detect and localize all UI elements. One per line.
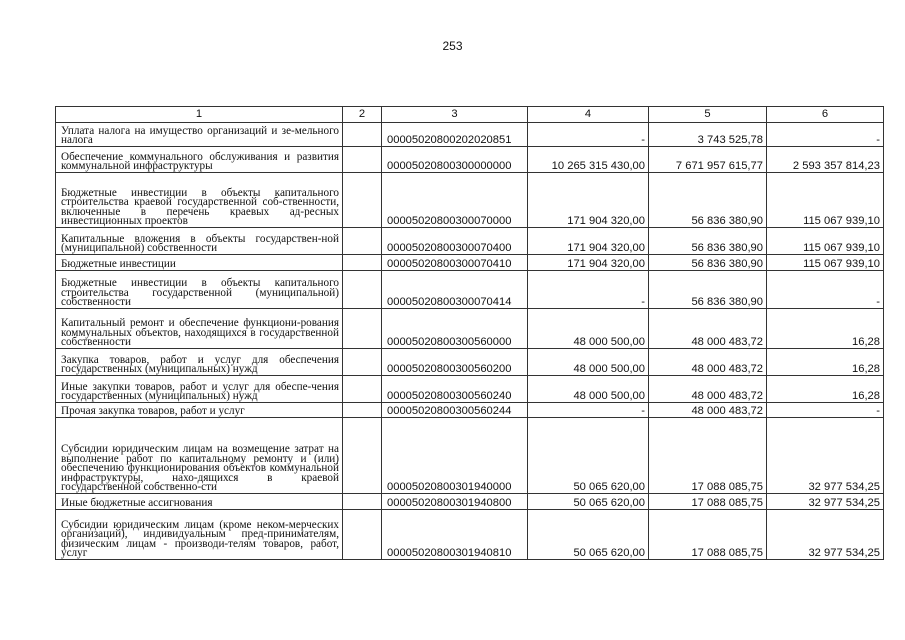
row-value-5-cell: 48 000 483,72 bbox=[649, 376, 767, 403]
row-value-4-cell: - bbox=[528, 271, 649, 309]
table-row bbox=[56, 376, 884, 403]
row-value-4-cell: 171 904 320,00 bbox=[528, 173, 649, 228]
table-row bbox=[56, 147, 884, 173]
row-value-5-cell: 56 836 380,90 bbox=[649, 228, 767, 255]
row-code-cell: 00005020800300070414 bbox=[382, 271, 528, 309]
row-col2-cell bbox=[343, 376, 382, 403]
row-value-5-cell: 48 000 483,72 bbox=[649, 349, 767, 376]
row-code-cell: 00005020800301940000 bbox=[382, 418, 528, 494]
table-row bbox=[56, 309, 884, 349]
row-name-cell: Иные закупки товаров, работ и услуг для обеспе-чения государственных (муниципальных) нужд bbox=[56, 376, 343, 403]
row-name-cell: Капитальные вложения в объекты государствен-ной (муниципальной) собственности bbox=[56, 228, 343, 255]
row-code-cell: 00005020800300000000 bbox=[382, 147, 528, 173]
row-name-cell: Прочая закупка товаров, работ и услуг bbox=[56, 403, 343, 418]
row-value-6-cell: 16,28 bbox=[767, 309, 884, 349]
column-header: 6 bbox=[767, 107, 884, 123]
row-value-4-cell: - bbox=[528, 403, 649, 418]
table-row bbox=[56, 173, 884, 228]
row-name-cell: Обеспечение коммунального обслуживания и развития коммунальной инфраструктуры bbox=[56, 147, 343, 173]
row-value-6-cell: 115 067 939,10 bbox=[767, 173, 884, 228]
table-row bbox=[56, 271, 884, 309]
row-value-5-cell: 3 743 525,78 bbox=[649, 123, 767, 147]
row-value-4-cell: 48 000 500,00 bbox=[528, 309, 649, 349]
row-value-6-cell: - bbox=[767, 403, 884, 418]
table-row bbox=[56, 349, 884, 376]
row-col2-cell bbox=[343, 349, 382, 376]
row-col2-cell bbox=[343, 271, 382, 309]
row-value-4-cell: 50 065 620,00 bbox=[528, 418, 649, 494]
row-value-4-cell: 171 904 320,00 bbox=[528, 255, 649, 271]
row-col2-cell bbox=[343, 418, 382, 494]
table-body bbox=[56, 123, 884, 560]
row-value-5-cell: 48 000 483,72 bbox=[649, 403, 767, 418]
row-value-5-cell: 17 088 085,75 bbox=[649, 494, 767, 510]
row-value-6-cell: 32 977 534,25 bbox=[767, 494, 884, 510]
row-col2-cell bbox=[343, 173, 382, 228]
table-row bbox=[56, 418, 884, 494]
row-value-6-cell: - bbox=[767, 271, 884, 309]
row-col2-cell bbox=[343, 255, 382, 271]
table-row bbox=[56, 255, 884, 271]
row-value-6-cell: 115 067 939,10 bbox=[767, 255, 884, 271]
row-value-6-cell: - bbox=[767, 123, 884, 147]
row-value-4-cell: - bbox=[528, 123, 649, 147]
page-number: 253 bbox=[442, 39, 463, 53]
row-name-cell: Субсидии юридическим лицам на возмещение затрат на выполнение работ по капитальному ремонту и (или) обеспечению функционирования объектов коммунальной инфраструктуры, нахо-дящихся в краевой государственной собственно-сти bbox=[56, 418, 343, 494]
row-name-cell: Бюджетные инвестиции в объекты капитального строительства государственной (муниципальной) собственности bbox=[56, 271, 343, 309]
row-code-cell: 00005020800300070410 bbox=[382, 255, 528, 271]
table-header-row bbox=[56, 107, 884, 123]
row-value-5-cell: 17 088 085,75 bbox=[649, 510, 767, 560]
column-header: 4 bbox=[528, 107, 649, 123]
row-value-6-cell: 32 977 534,25 bbox=[767, 418, 884, 494]
row-value-5-cell: 17 088 085,75 bbox=[649, 418, 767, 494]
row-value-4-cell: 50 065 620,00 bbox=[528, 510, 649, 560]
row-col2-cell bbox=[343, 147, 382, 173]
row-value-5-cell: 56 836 380,90 bbox=[649, 271, 767, 309]
table-row bbox=[56, 123, 884, 147]
row-value-5-cell: 56 836 380,90 bbox=[649, 255, 767, 271]
row-code-cell: 00005020800300070000 bbox=[382, 173, 528, 228]
table-row bbox=[56, 510, 884, 560]
row-value-6-cell: 2 593 357 814,23 bbox=[767, 147, 884, 173]
row-value-4-cell: 48 000 500,00 bbox=[528, 349, 649, 376]
column-header: 5 bbox=[649, 107, 767, 123]
row-code-cell: 00005020800301940810 bbox=[382, 510, 528, 560]
row-col2-cell bbox=[343, 309, 382, 349]
row-code-cell: 00005020800300070400 bbox=[382, 228, 528, 255]
row-value-6-cell: 32 977 534,25 bbox=[767, 510, 884, 560]
row-code-cell: 00005020800300560244 bbox=[382, 403, 528, 418]
row-value-5-cell: 7 671 957 615,77 bbox=[649, 147, 767, 173]
column-header: 1 bbox=[56, 107, 343, 123]
row-col2-cell bbox=[343, 403, 382, 418]
table-row bbox=[56, 403, 884, 418]
table-row bbox=[56, 228, 884, 255]
column-header: 3 bbox=[382, 107, 528, 123]
row-name-cell: Уплата налога на имущество организаций и зе-мельного налога bbox=[56, 123, 343, 147]
row-col2-cell bbox=[343, 494, 382, 510]
row-value-4-cell: 171 904 320,00 bbox=[528, 228, 649, 255]
row-code-cell: 00005020800300560240 bbox=[382, 376, 528, 403]
row-name-cell: Иные бюджетные ассигнования bbox=[56, 494, 343, 510]
row-value-4-cell: 48 000 500,00 bbox=[528, 376, 649, 403]
row-name-cell: Субсидии юридическим лицам (кроме неком-мерческих организаций), индивидуальным пред-принимателям, физическим лицам - производи-телям товаров, работ, услуг bbox=[56, 510, 343, 560]
row-col2-cell bbox=[343, 510, 382, 560]
budget-table bbox=[55, 106, 884, 560]
row-value-5-cell: 48 000 483,72 bbox=[649, 309, 767, 349]
row-name-cell: Капитальный ремонт и обеспечение функциони-рования коммунальных объектов, находящихся в государственной собственности bbox=[56, 309, 343, 349]
row-name-cell: Бюджетные инвестиции bbox=[56, 255, 343, 271]
row-code-cell: 00005020800202020851 bbox=[382, 123, 528, 147]
row-value-4-cell: 10 265 315 430,00 bbox=[528, 147, 649, 173]
column-header: 2 bbox=[343, 107, 382, 123]
table-row bbox=[56, 494, 884, 510]
row-name-cell: Бюджетные инвестиции в объекты капитального строительства краевой государственной соб-ственности, включенные в перечень краевых ад-ресных инвестиционных проектов bbox=[56, 173, 343, 228]
row-value-6-cell: 115 067 939,10 bbox=[767, 228, 884, 255]
row-name-cell: Закупка товаров, работ и услуг для обеспечения государственных (муниципальных) нужд bbox=[56, 349, 343, 376]
row-value-6-cell: 16,28 bbox=[767, 349, 884, 376]
row-col2-cell bbox=[343, 228, 382, 255]
row-value-4-cell: 50 065 620,00 bbox=[528, 494, 649, 510]
row-code-cell: 00005020800301940800 bbox=[382, 494, 528, 510]
row-col2-cell bbox=[343, 123, 382, 147]
row-code-cell: 00005020800300560200 bbox=[382, 349, 528, 376]
row-value-5-cell: 56 836 380,90 bbox=[649, 173, 767, 228]
row-value-6-cell: 16,28 bbox=[767, 376, 884, 403]
row-code-cell: 00005020800300560000 bbox=[382, 309, 528, 349]
